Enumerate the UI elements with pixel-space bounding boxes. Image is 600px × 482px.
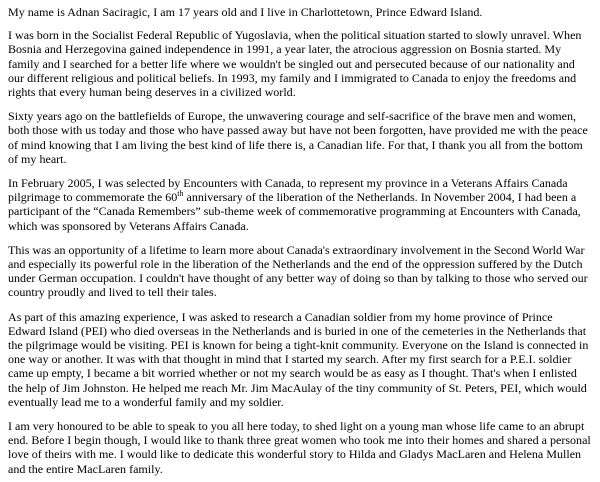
ordinal-superscript: th [177,189,184,199]
paragraph-gratitude: Sixty years ago on the battlefields of Europe, the unwavering courage and self-sacrifice of the brave men and women, both those with us today and those who have passed away but have not been forgotten, have provided me with the peace of mind knowing that I am living the best kind of life there is, a Canadian life. For that, I thank you all from the bottom of my heart. [8,109,588,166]
paragraph-introduction: My name is Adnan Saciragic, I am 17 years old and I live in Charlottetown, Prince Edward Island. [8,5,483,19]
pilgrimage-text-after: anniversary of the liberation of the Netherlands. In November 2004, I had been a participant of the “Canada Remembers” sub-theme week of commemorative programming at Encounters with Canada, which was sponsored by Veterans Affairs Canada. [8,190,581,233]
paragraph-opportunity: This was an opportunity of a lifetime to learn more about Canada's extraordinary involvement in the Second World War and especially its powerful role in the liberation of the Netherlands and the end of the oppression suffered by the Dutch under German occupation. I couldn't have thought of any better way of doing so than by talking to those who served our country proudly and lived to tell their tales. [8,242,588,300]
paragraph-thanks: I am very honoured to be able to speak to you all here today, to shed light on a young man whose life came to an abrupt end. Before I begin though, I would like to thank three great women who took me into their homes and shared a personal love of theirs with me. I would like to dedicate this wonderful story to Hilda and Gladys MacLaren and Helena Mullen and the entire MacLaren family. [8,419,591,476]
pilgrimage-text-before: In February 2005, I was selected by Encounters with Canada, to represent my province in a Veterans Affairs Canada pilgrimage to commemorate the 60 [8,176,568,205]
paragraph-background: I was born in the Socialist Federal Republic of Yugoslavia, when the political situation started to slowly unravel. When Bosnia and Herzegovina gained independence in 1991, a year later, the atrocious aggression on Bosnia started. My family and I searched for a better life where we wouldn't be singled out and persecuted because of our nationality and our different religious and political beliefs. In 1993, my family and I immigrated to Canada to enjoy the freedoms and rights that every human being deserves in a civilized world. [8,28,582,100]
paragraph-pilgrimage [8,176,592,233]
paragraph-research: As part of this amazing experience, I was asked to research a Canadian soldier from my home province of Prince Edward Island (PEI) who died overseas in the Netherlands and is buried in one of the cemeteries in the Netherlands that the pilgrimage would be visiting. PEI is known for being a tight-knit community. Everyone on the Island is connected in one way or another. It was with that thought in mind that I started my search. After my first search for a P.E.I. soldier came up empty, I became a bit worried whether or not my search would be as easy as I thought. That's when I enlisted the help of Jim Johnston. He helped me reach Mr. Jim MacAulay of the tiny community of St. Peters, PEI, which would eventually lead me to a wonderful family and my soldier. [8,309,589,409]
